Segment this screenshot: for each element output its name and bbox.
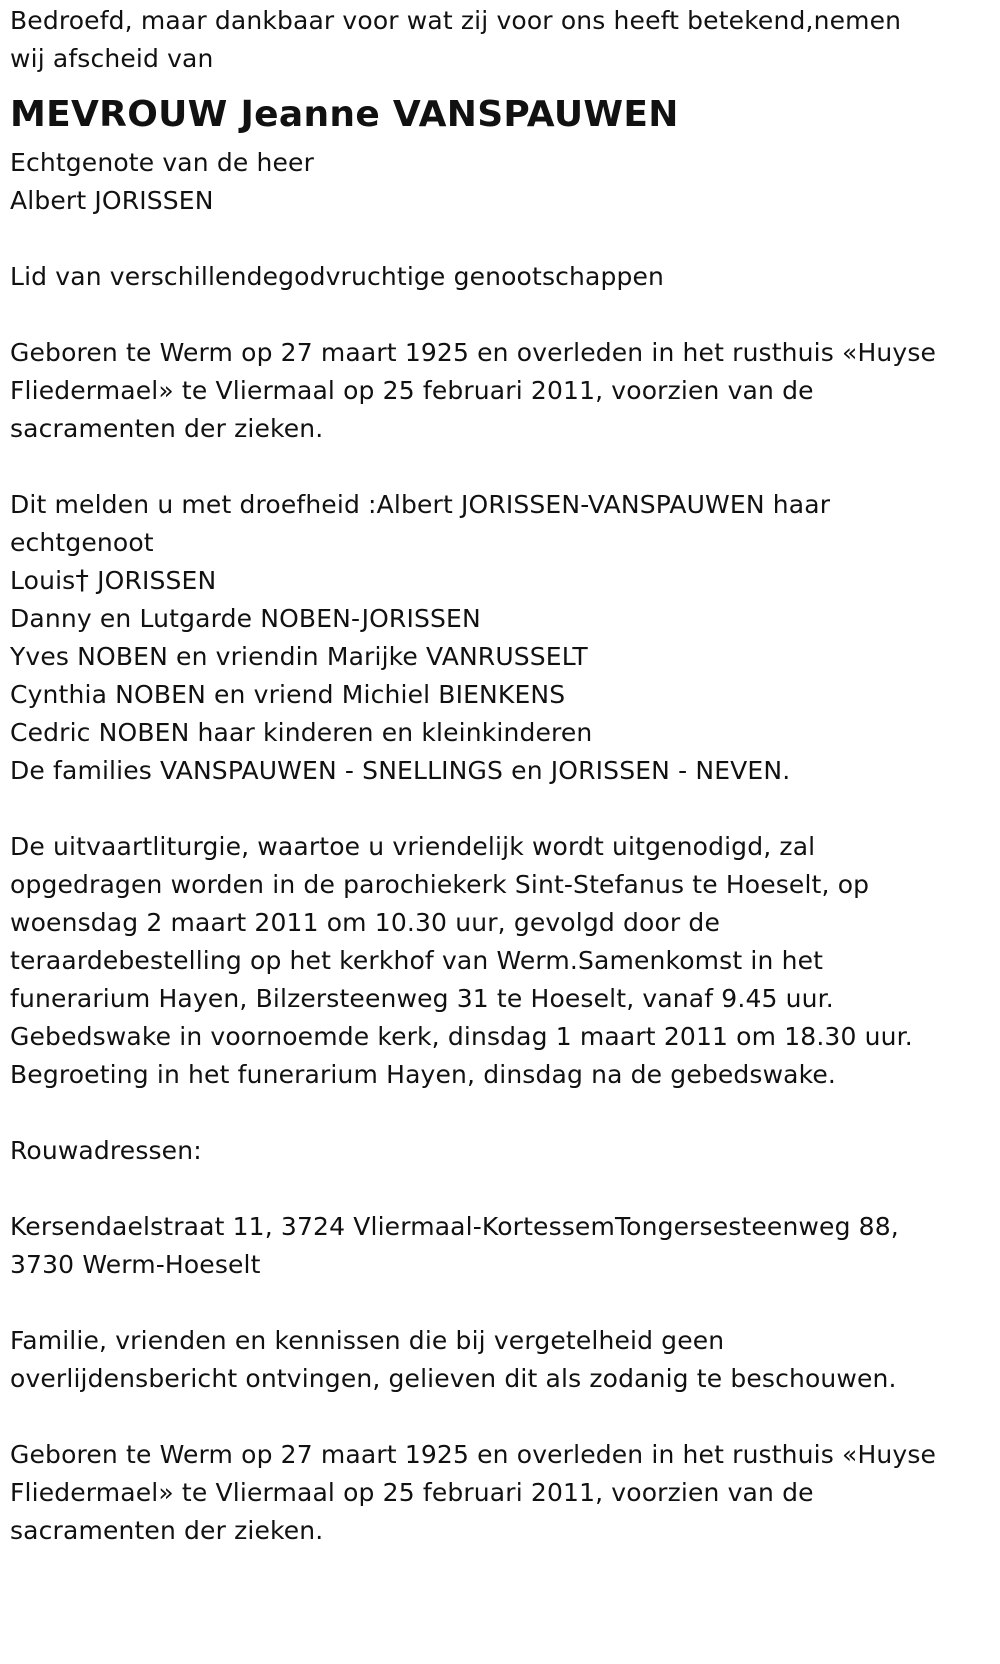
deceased-cross-icon: †	[75, 565, 90, 596]
funeral-line: teraardebestelling op het kerkhof van Werm.Samenkomst in het	[10, 946, 824, 975]
membership-text: Lid van verschillendegodvruchtige genootschappen	[10, 262, 665, 291]
birth-death-line: sacramenten der zieken.	[10, 414, 324, 443]
notice-paragraph	[10, 1322, 990, 1398]
announcement-line: De families VANSPAUWEN - SNELLINGS en JORISSEN - NEVEN.	[10, 756, 791, 785]
intro-paragraph	[10, 2, 990, 78]
funeral-paragraph	[10, 828, 990, 1094]
birth-death-line: Geboren te Werm op 27 maart 1925 en overleden in het rusthuis «Huyse	[10, 338, 937, 367]
address-line: 3730 Werm-Hoeselt	[10, 1250, 261, 1279]
addresses-heading: Rouwadressen:	[10, 1136, 202, 1165]
deceased-name: MEVROUW Jeanne VANSPAUWEN	[10, 94, 679, 135]
announcement-line: Dit melden u met droefheid :Albert JORISSEN-VANSPAUWEN haar	[10, 490, 831, 519]
funeral-line: funerarium Hayen, Bilzersteenweg 31 te Hoeselt, vanaf 9.45 uur.	[10, 984, 834, 1013]
spouse-line: Echtgenote van de heer	[10, 148, 314, 177]
intro-line: wij afscheid van	[10, 44, 214, 73]
birth-death-paragraph-repeat	[10, 1436, 990, 1550]
spacer	[10, 1284, 990, 1322]
birth-death-line: Fliedermael» te Vliermaal op 25 februari 2011, voorzien van de	[10, 1478, 814, 1507]
funeral-line: Gebedswake in voornoemde kerk, dinsdag 1 maart 2011 om 18.30 uur.	[10, 1022, 913, 1051]
spacer	[10, 448, 990, 486]
louis-first-name: Louis	[10, 566, 76, 595]
notice-line: overlijdensbericht ontvingen, gelieven dit als zodanig te beschouwen.	[10, 1364, 897, 1393]
funeral-line: opgedragen worden in de parochiekerk Sint-Stefanus te Hoeselt, op	[10, 870, 870, 899]
announcement-line-louis	[10, 562, 990, 600]
announcement-line: Cedric NOBEN haar kinderen en kleinkinderen	[10, 718, 593, 747]
intro-line: Bedroefd, maar dankbaar voor wat zij voor ons heeft betekend,nemen	[10, 6, 902, 35]
spacer	[10, 1398, 990, 1436]
announcement-paragraph	[10, 486, 990, 790]
spacer	[10, 220, 990, 258]
funeral-line: woensdag 2 maart 2011 om 10.30 uur, gevolgd door de	[10, 908, 720, 937]
spouse-name: Albert JORISSEN	[10, 186, 214, 215]
notice-line: Familie, vrienden en kennissen die bij vergetelheid geen	[10, 1326, 725, 1355]
birth-death-line: Fliedermael» te Vliermaal op 25 februari 2011, voorzien van de	[10, 376, 814, 405]
announcement-line: Danny en Lutgarde NOBEN-JORISSEN	[10, 604, 481, 633]
spacer	[10, 1094, 990, 1132]
birth-death-paragraph	[10, 334, 990, 448]
spacer	[10, 790, 990, 828]
funeral-line: De uitvaartliturgie, waartoe u vriendelijk wordt uitgenodigd, zal	[10, 832, 816, 861]
announcement-line: Yves NOBEN en vriendin Marijke VANRUSSELT	[10, 642, 588, 671]
spacer	[10, 296, 990, 334]
announcement-line: echtgenoot	[10, 528, 154, 557]
birth-death-line: Geboren te Werm op 27 maart 1925 en overleden in het rusthuis «Huyse	[10, 1440, 937, 1469]
spacer	[10, 1170, 990, 1208]
spouse-paragraph	[10, 144, 990, 220]
addresses-paragraph	[10, 1208, 990, 1284]
announcement-line: Cynthia NOBEN en vriend Michiel BIENKENS	[10, 680, 566, 709]
address-line: Kersendaelstraat 11, 3724 Vliermaal-KortessemTongersesteenweg 88,	[10, 1212, 899, 1241]
birth-death-line: sacramenten der zieken.	[10, 1516, 324, 1545]
funeral-line: Begroeting in het funerarium Hayen, dinsdag na de gebedswake.	[10, 1060, 837, 1089]
louis-last-name: JORISSEN	[97, 566, 217, 595]
